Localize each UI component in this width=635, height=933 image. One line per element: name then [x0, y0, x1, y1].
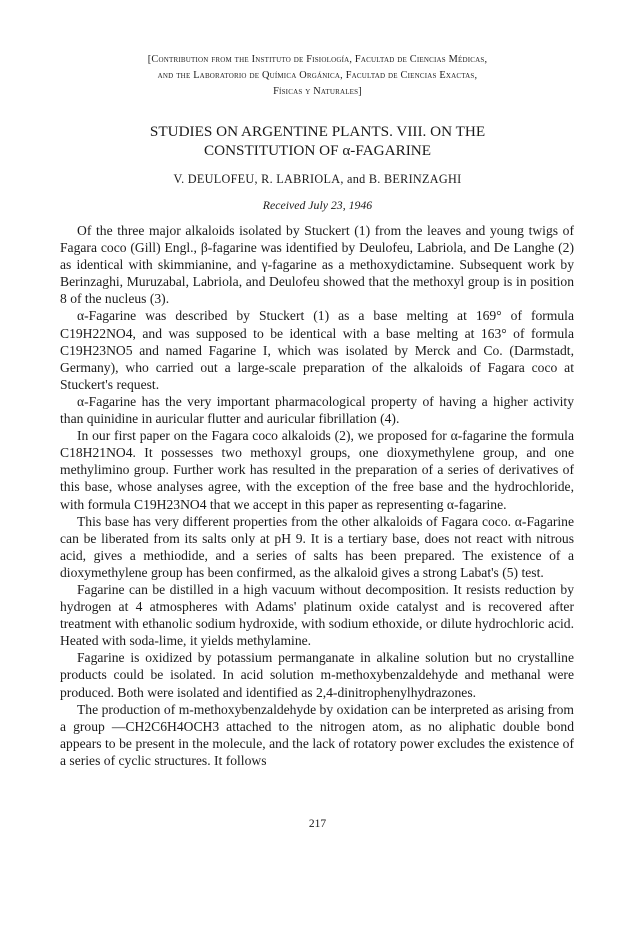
author-list: V. DEULOFEU, R. LABRIOLA, and B. BERINZAGHI: [173, 172, 462, 186]
page-number: 217: [308, 818, 327, 830]
contribution-line: and the Laboratorio de Química Orgánica, Facultad de Ciencias Exactas,: [157, 70, 478, 81]
body-paragraph: α-Fagarine has the very important pharmacological property of having a higher activity than quinidine in auricular flutter and auricular fibrillation (4).: [60, 393, 574, 427]
article-body: [60, 222, 574, 769]
body-paragraph: Fagarine can be distilled in a high vacuum without decomposition. It resists reduction by hydrogen at 4 atmospheres with Adams' platinum oxide catalyst and is recovered after treatment with ethanolic sodium hydroxide, with sodium ethoxide, or dilute hydrochloric acid. Heated with soda-lime, it yields methylamine.: [60, 581, 574, 649]
body-paragraph: Fagarine is oxidized by potassium permanganate in alkaline solution but no crystalline products could be isolated. In acid solution m-methoxybenzaldehyde and methanal were produced. Both were isolated and identified as 2,4-dinitrophenylhydrazones.: [60, 650, 574, 700]
body-paragraph: In our first paper on the Fagara coco alkaloids (2), we proposed for α-fagarine the formula C18H21NO4. It possesses two methoxyl groups, one dioxymethylene group, and one methylimino group. Further work has resulted in the preparation of a series of derivatives of this base, whose analyses agree, with the exception of the free base and the hydrochloride, with formula C19H23NO4 that we accept in this paper as representing α-fagarine.: [60, 428, 574, 512]
title-line: CONSTITUTION OF α-FAGARINE: [203, 142, 432, 159]
contribution-line: [Contribution from the Instituto de Fisiología, Facultad de Ciencias Médicas,: [147, 54, 488, 65]
title-line: STUDIES ON ARGENTINE PLANTS. VIII. ON THE: [149, 123, 486, 140]
body-paragraph: The production of m-methoxybenzaldehyde by oxidation can be interpreted as arising from a group —CH2C6H4OCH3 attached to the nitrogen atom, as no aliphatic double bond appears to be present in the molecule, and the lack of rotatory power excludes the existence of a series of cyclic structures. It follows: [60, 701, 574, 768]
contribution-note: [80, 52, 555, 100]
article-title: [80, 122, 555, 160]
body-paragraph: Of the three major alkaloids isolated by Stuckert (1) from the leaves and young twigs of Fagara coco (Gill) Engl., β-fagarine was identified by Deulofeu, Labriola, and De Langhe (2) as identical with skimmianine, and γ-fagarine as a methoxydictamine. Subsequent work by Berinzaghi, Muruzabal, Labriola, and Deulofeu showed that the methoxyl group is in position 8 of the nucleus (3).: [60, 223, 574, 307]
contribution-line: Físicas y Naturales]: [273, 86, 362, 97]
body-paragraph: α-Fagarine was described by Stuckert (1) as a base melting at 169° of formula C19H22NO4, and was supposed to be identical with a base melting at 163° of formula C19H23NO5 and named Fagarine I, which was isolated by Merck and Co. (Darmstadt, Germany), who carried out a large-scale preparation of the alkaloids of Fagara coco at Stuckert's request.: [60, 308, 574, 392]
body-paragraph: This base has very different properties from the other alkaloids of Fagara coco. α-Fagarine can be liberated from its salts only at pH 9. It is a tertiary base, does not react with nitrous acid, gives a methiodide, and a series of salts has been prepared. The existence of a dioxymethylene group has been confirmed, as the alkaloid gives a strong Labat's (5) test.: [60, 513, 574, 580]
received-date: Received July 23, 1946: [262, 198, 373, 212]
